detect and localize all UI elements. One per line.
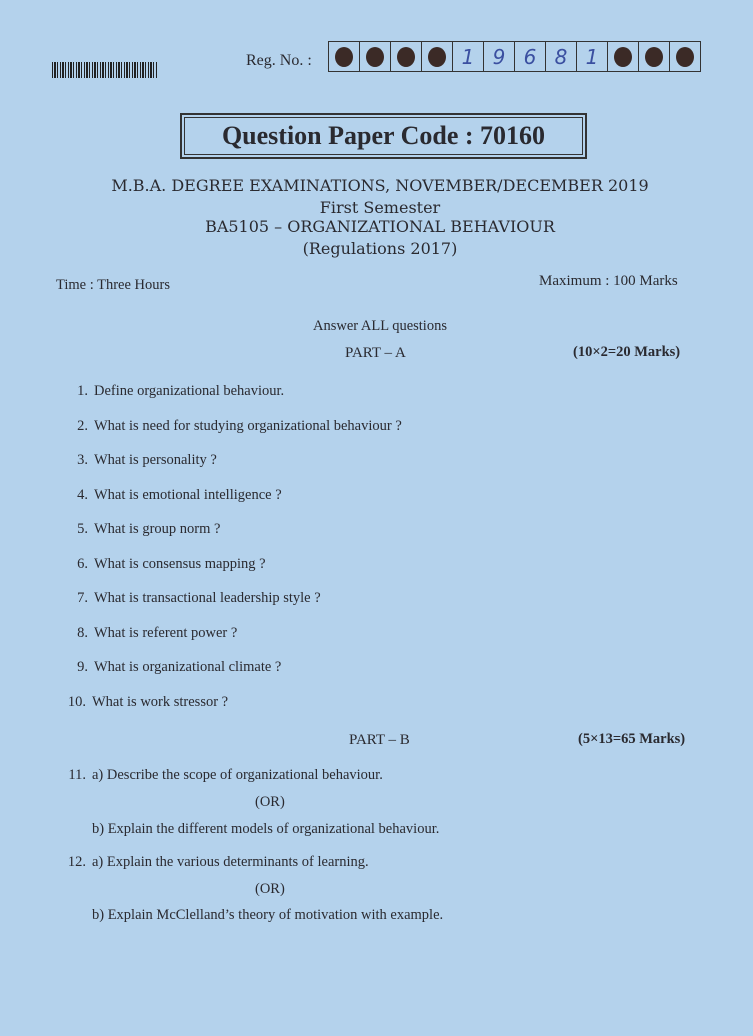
- question-item: [62, 659, 281, 676]
- question-item: [62, 590, 321, 607]
- question-number: 5.: [77, 521, 88, 537]
- question-number: 2.: [77, 417, 88, 434]
- question-11a: a) Describe the scope of organizational behaviour.: [92, 767, 383, 783]
- ink-blot: [614, 47, 632, 67]
- question-text: What is work stressor ?: [92, 693, 229, 710]
- question-11: 11. a) Describe the scope of organizational behaviour.: [68, 767, 383, 783]
- question-text: Define organizational behaviour.: [94, 383, 285, 399]
- regulations: (Regulations 2017): [302, 239, 458, 258]
- reg-no-box: [391, 42, 422, 71]
- reg-no-box: [484, 42, 515, 71]
- question-text: What is referent power ?: [94, 624, 238, 641]
- reg-digit: 8: [554, 44, 568, 69]
- question-number: 1.: [77, 383, 88, 399]
- question-12a: a) Explain the various determinants of learning.: [92, 854, 369, 870]
- reg-no-box: [670, 42, 700, 71]
- question-text: What is group norm ?: [94, 521, 221, 537]
- question-number: 3.: [77, 452, 88, 468]
- ink-blot: [676, 47, 694, 67]
- semester: First Semester: [319, 198, 441, 217]
- question-paper-code: Question Paper Code : 70160: [180, 113, 587, 159]
- question-number: 10.: [67, 693, 86, 710]
- reg-no-box: [608, 42, 639, 71]
- question-item: [60, 694, 228, 711]
- question-text: What is personality ?: [94, 452, 217, 468]
- question-number: 9.: [77, 659, 88, 675]
- time-label: Time : Three Hours: [56, 277, 170, 293]
- reg-no-box: [577, 42, 608, 71]
- question-item: [62, 487, 282, 504]
- ink-blot: [645, 47, 663, 67]
- question-11b: b) Explain the different models of organizational behaviour.: [92, 821, 440, 837]
- reg-digit: 1: [461, 44, 475, 69]
- reg-no-box: [422, 42, 453, 71]
- part-b-title: PART – B: [349, 732, 410, 748]
- question-item: [62, 521, 220, 538]
- question-12b: b) Explain McClelland’s theory of motivation with example.: [92, 907, 444, 923]
- instruction: Answer ALL questions: [313, 318, 447, 334]
- question-item: [62, 383, 284, 400]
- question-number: 7.: [77, 590, 88, 606]
- course-title: BA5105 – ORGANIZATIONAL BEHAVIOUR: [205, 217, 555, 236]
- exam-title: M.B.A. DEGREE EXAMINATIONS, NOVEMBER/DECEMBER 2019: [111, 176, 649, 195]
- question-text: What is transactional leadership style ?: [94, 590, 321, 606]
- part-b-marks: (5×13=65 Marks): [578, 731, 686, 747]
- question-text: What is need for studying organizational behaviour ?: [94, 417, 402, 434]
- part-a-title: PART – A: [345, 345, 406, 361]
- barcode: [52, 62, 158, 78]
- reg-no-box: [639, 42, 670, 71]
- max-marks: Maximum : 100 Marks: [539, 273, 678, 289]
- question-text: What is organizational climate ?: [94, 659, 282, 675]
- reg-no-box: [515, 42, 546, 71]
- question-item: [62, 452, 217, 469]
- reg-no-box: [360, 42, 391, 71]
- question-number: 4.: [77, 486, 88, 503]
- question-number: 6.: [77, 555, 88, 572]
- reg-no-box: [546, 42, 577, 71]
- reg-no-boxes: [328, 41, 701, 72]
- ink-blot: [397, 47, 415, 67]
- or-label: (OR): [255, 881, 285, 897]
- or-label: (OR): [255, 794, 285, 810]
- reg-no-box: [329, 42, 360, 71]
- ink-blot: [335, 47, 353, 67]
- reg-digit: 1: [585, 44, 599, 69]
- question-item: [62, 556, 266, 573]
- question-number: 8.: [77, 624, 88, 641]
- question-text: What is emotional intelligence ?: [94, 486, 282, 503]
- ink-blot: [366, 47, 384, 67]
- ink-blot: [428, 47, 446, 67]
- reg-no-label: Reg. No. :: [246, 52, 312, 69]
- question-item: [62, 418, 402, 435]
- question-text: What is consensus mapping ?: [94, 555, 266, 572]
- question-12: 12. a) Explain the various determinants of learning.: [67, 854, 369, 870]
- question-item: [62, 625, 237, 642]
- reg-digit: 9: [492, 44, 506, 69]
- reg-digit: 6: [523, 44, 537, 69]
- reg-no-box: [453, 42, 484, 71]
- part-a-marks: (10×2=20 Marks): [573, 344, 681, 360]
